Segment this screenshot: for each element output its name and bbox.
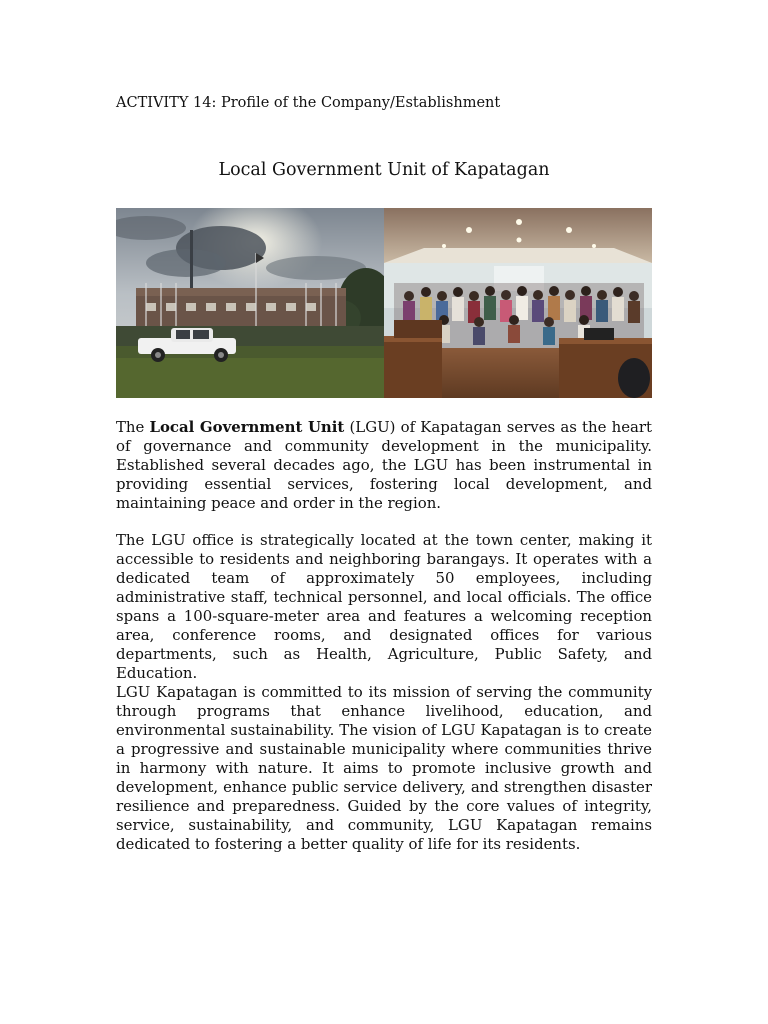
lgu-bold-term: Local Government Unit [149, 418, 345, 436]
conference-group-photo [384, 208, 652, 398]
paragraph-overview [116, 418, 652, 513]
activity-heading: ACTIVITY 14: Profile of the Company/Establishment [116, 95, 501, 111]
paragraph-overview-lead: The [116, 418, 150, 436]
photo-collage [116, 208, 652, 398]
paragraph-office: The LGU office is strategically located at the town center, making it accessible to residents and neighboring barangays. It operates with a dedicated team of approximately 50 employees, including administrative staff, technical personnel, and local officials. The office spans a 100-square-meter area and features a welcoming reception area, conference rooms, and designated offices for various departments, such as Health, Agriculture, Public Safety, and Education. [116, 531, 652, 682]
paragraph-mission: LGU Kapatagan is committed to its mission of serving the community through programs that enhance livelihood, education, and environmental sustainability. The vision of LGU Kapatagan is to create a progressive and sustainable municipality where communities thrive in harmony with nature. It aims to promote inclusive growth and development, enhance public service delivery, and strengthen disaster resilience and preparedness. Guided by the core values of integrity, service, sustainability, and community, LGU Kapatagan remains dedicated to fostering a better quality of life for its residents. [116, 683, 652, 853]
page-title: Local Government Unit of Kapatagan [218, 160, 550, 180]
paragraph-overview-rest: (LGU) of Kapatagan serves as the heart of governance and community development in the municipality. Established several decades ago, the LGU has been instrumental in providing essential services, fostering local development, and maintaining peace and order in the region. [116, 418, 653, 512]
municipal-hall-photo [116, 208, 384, 398]
